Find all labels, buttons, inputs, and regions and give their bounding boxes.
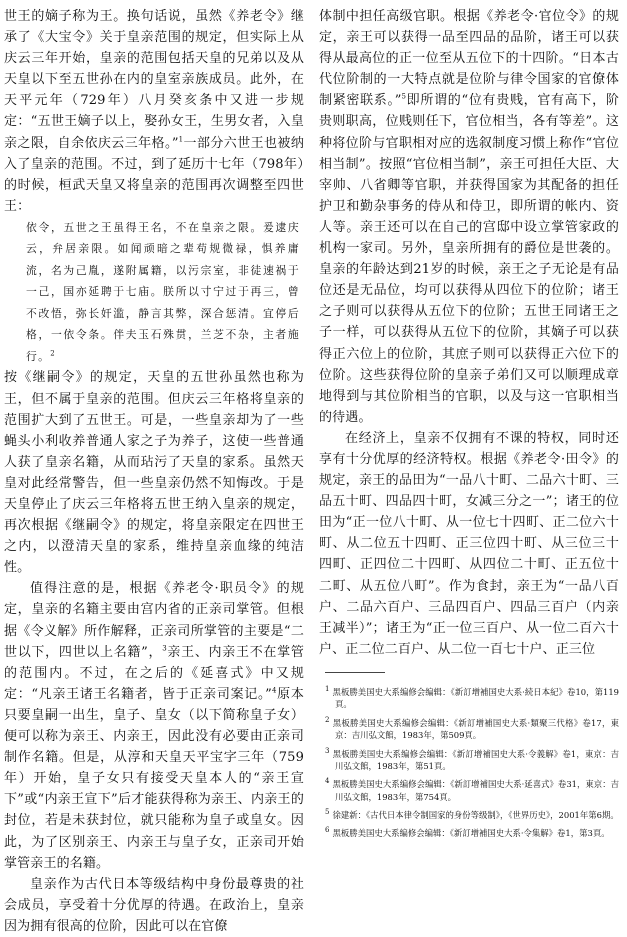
right-column [319,6,619,843]
paragraph-text: 值得注意的是，根据《养老令·职员令》的规定，皇亲的名籍主要由宫内省的正亲司掌管。但根据《令义解》所作解释，正亲司所掌管的主要是“二世以下，四世以上名籍”， [4,581,304,660]
block-quote [4,217,304,368]
footnote-number: 1 [325,684,330,693]
footnote-number: 5 [325,808,330,817]
body-paragraph [4,578,304,873]
paragraph-text: 体制中担任高级官职。根据《养老令·官位令》的规定，亲王可以获得一品至四品的品阶，诸王可以获得从最高位的正一位至从五位下的十四阶。“日本古代位阶制的一大特点就是位阶与律令国家的官僚体制紧密联系。” [319,9,619,109]
footnote-ref: 2 [50,349,56,358]
body-paragraph: 按《继嗣令》的规定，天皇的五世孙虽然也称为王，但不属于皇亲的范围。但庆云三年格将皇亲的范围扩大到了五世王。可是，一些皇亲却为了一些蝇头小利收养普通人家之子为养子，这使一些普通人获了皇亲名籍，从而玷污了天皇的家系。虽然天皇对此经常警告，但一些皇亲仍然不知悔改。于是天皇停止了庆云三年格将五世王纳入皇亲的规定，再次根据《继嗣令》的规定，将皇亲限定在四世王之内，以澄清天皇的家系，维持皇亲血缘的纯洁性。 [4,370,304,576]
footnote-number: 2 [325,715,330,724]
footnote-text: 黑板勝美国史大系编修会编辑：《新訂增補国史大系·令集解》卷1，第3頁。 [332,828,610,839]
body-paragraph [319,6,619,428]
footnote [325,683,619,711]
paragraph-text: 一部分六世王也被纳入了皇亲的范围。不过，到了延历十七年（798年）的时候，桓武天皇又将皇亲的范围再次调整至四世王： [4,135,304,214]
footnote-ref: 3 [162,644,167,653]
footnote-divider [325,672,385,673]
footnote-number: 4 [325,777,330,786]
footnote-ref: 1 [178,135,184,144]
footnote-ref: 5 [401,93,407,102]
footnote-text: 黑板勝美国史大系编修会编辑：《新訂增補国史大系·延喜式》卷31，東京：吉川弘文館，1983年，第754頁。 [332,779,619,802]
footnote-text: 黑板勝美国史大系编修会编辑：《新訂增補国史大系·類聚三代格》卷17，東京：吉川弘文館，1983年，第509頁。 [332,717,619,740]
paragraph-text: 世王的嫡子称为王。换句话说，虽然《养老令》继承了《大宝令》关于皇亲范围的规定，但实际上从庆云三年开始，皇亲的范围包括天皇的兄弟以及从天皇以下至五世孙在内的皇室亲族成员。此外，在天平元年（729年）八月癸亥条中又进一步规定：“五世王嫡子以上，娶孙女王，生男女者，入皇亲之限，自余依庆云三年格。” [4,9,304,151]
footnote-number: 3 [325,746,330,755]
left-column [4,6,304,937]
paragraph-text: 原本只要皇嗣一出生，皇子、皇女（以下简称皇子女）便可以称为亲王、内亲王，因此没有必要由正亲司制作名籍。但是，从淳和天皇天平宝字三年（759年）开始，皇子女只有接受天皇本人的“亲王宣下”或“内亲王宣下”后才能获得称为亲王、内亲王的封位，若是未获封位，就只能称为皇子或皇女。因此，为了区别亲王、内亲王与皇子女，正亲司开始掌管亲王的名籍。 [4,686,304,871]
footnote-number: 6 [325,826,330,835]
footnote-ref: 4 [271,686,277,695]
footnote [325,745,619,773]
body-paragraph: 在经济上，皇亲不仅拥有不课的特权，同时还享有十分优厚的经济特权。根据《养老令·田令》的规定，亲王的品田为“一品八十町、二品六十町、三品五十町、四品四十町，女减三分之一”；诸王的位田为“正一位八十町、从一位七十四町、正二位六十町、从二位五十四町、正三位四十町、从三位三十四町、正四位二十四町、从四位二十町、正五位十二町、从五位八町”。作为食封，亲王为“一品八百户、二品六百户、三品四百户、四品三百户（内亲王减半）”；诸王为“正一位三百户、从一位二百六十户、正二位二百户、从二位一百七十户、正三位 [319,430,619,657]
paragraph-text: 亲王、内亲王不在掌管的范围内。不过，在之后的《延喜式》中又规定：“凡亲王诸王名籍者，皆于正亲司案记。” [4,644,304,702]
footnote [325,806,619,821]
footnote [325,775,619,803]
body-paragraph: 皇亲作为古代日本等级结构中身份最尊贵的社会成员，享受着十分优厚的待遇。在政治上，皇亲因为拥有很高的位阶，因此可以在官僚 [4,876,304,934]
paragraph-text: 即所谓的“位有贵贱，官有高下，阶贵则职高，位贱则任下，官位相当，各有等差”。这种将位阶与官职相对应的选叙制度习惯上称作“官位相当制”。按照“官位相当制”，亲王可担任大臣、大宰帅、八省卿等官职，并获得国家为其配备的担任护卫和勤杂事务的侍从和侍卫，即所谓的帐内、资人等。亲王还可以在自己的宫邸中设立掌管家政的机构一家司。另外，皇亲所拥有的爵位是世袭的。皇亲的年龄达到21岁的时候，亲王之子无论是有品位还是无品位，均可以获得从四位下的位阶；诸王之子则可以获得从五位下的位阶；五世王同诸王之子一样，可以获得从五位下的位阶，其嫡子可以获得正六位上的位阶，其庶子则可以获得正六位下的位阶。这些获得位阶的皇亲子弟们又可以顺理成章地得到与其位阶相当的官职，以及与这一官职相当的待遇。 [319,93,620,425]
body-paragraph [4,6,304,217]
quote-text: 依令，五世之王虽得王名，不在皇亲之限。爰逮庆云，弁居亲限。如闻顽暗之辈苟规微禄，惧养庸流，名为己胤，遂附属籍，以污宗室，非徒速祸于一己，国亦延聘于七庙。朕所以寸宁过于再三，曾不改悟，弥长奸滥，静言其弊，深合惩清。宜停后格，一依令条。伴夫玉石殊贯，兰芝不杂，主者施行。 [26,220,300,363]
footnote-text: 徐建新：《古代日本律令制国家的身份等级制》，《世界历史》，2001年第6期。 [332,809,619,820]
footnotes [325,683,619,840]
footnote [325,824,619,839]
footnote-text: 黑板勝美国史大系编修会编辑：《新訂增補国史大系·続日本紀》卷10，第119頁。 [332,686,619,710]
footnote [325,714,619,742]
footnote-text: 黑板勝美国史大系编修会编辑：《新訂增補国史大系·令義解》卷1，東京：吉川弘文館，1983年，第51頁。 [332,748,619,771]
